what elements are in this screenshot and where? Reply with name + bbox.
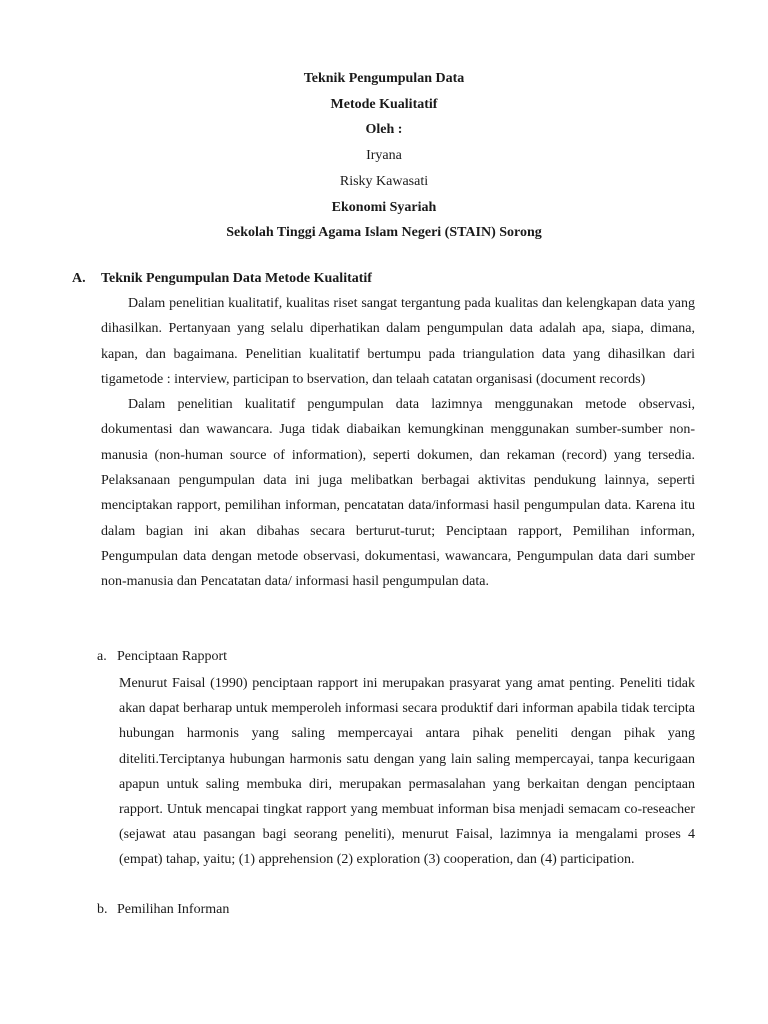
paragraph	[101, 392, 695, 594]
institution-name: Sekolah Tinggi Agama Islam Negeri (STAIN) Sorong	[226, 225, 542, 241]
paragraph: Menurut Faisal (1990) penciptaan rapport ini merupakan prasyarat yang amat penting. Peneliti tidak akan dapat berharap untuk memperoleh informasi secara produktif dari informan apabila tidak tercipta hubungan harmonis yang saling mempercayai antara pihak peneliti dengan pihak yang diteliti.Terciptanya hubungan harmonis satu dengan yang lain saling mempercayai, tanpa kecurigaan apapun untuk saling membuka diri, merupakan permasalahan yang berkaitan dengan penciptaan rapport. Untuk mencapai tingkat rapport yang membuat informan bisa menjadi semacam co-reseacher (sejawat atau pasangan bagi seorang peneliti), menurut Faisal, lazimnya ia mengalami proses 4 (empat) tahap, yaitu; (1) apprehension (2) exploration (3) cooperation, dan (4) participation.	[119, 676, 695, 868]
paragraph-text: Dalam penelitian kualitatif pengumpulan data lazimnya menggunakan metode observasi, dokumentasi dan wawancara. Juga tidak diabaikan kemungkinan menggunakan sumber-sumber non-manusia (non-human source of information), seperti dokumen, dan rekaman (record) yang tersedia. Pelaksanaan pengumpulan data ini juga melibatkan berbagai aktivitas pendukung lainnya, seperti menciptakan rapport, pemilihan informan, pencatatan data/informasi hasil pengumpulan data. Karena itu dalam bagian ini akan dibahas secara berturut-turut; Penciptaan rapport, Pemilihan informan, Pengumpulan data dengan metode observasi, dokumentasi, wawancara, Pengumpulan data dari sumber non-manusia dan Pencatatan data/ informasi hasil pengumpulan data.	[101, 397, 695, 590]
subsection-b-heading	[97, 899, 229, 921]
document-subtitle: Metode Kualitatif	[330, 96, 438, 112]
subsection-a-body	[119, 671, 695, 873]
by-label: Oleh :	[365, 122, 403, 138]
document-title: Teknik Pengumpulan Data	[303, 71, 465, 86]
subsection-number: b.	[97, 902, 108, 917]
section-a-body	[101, 291, 695, 595]
subsection-a-heading	[97, 646, 227, 668]
author-name: Iryana	[366, 148, 402, 164]
study-program: Ekonomi Syariah	[331, 199, 437, 215]
section-a-heading	[72, 268, 372, 290]
subsection-number: a.	[97, 649, 107, 664]
author-name: Risky Kawasati	[339, 173, 429, 189]
paragraph	[101, 291, 695, 392]
section-number: A.	[72, 271, 86, 286]
title-block	[0, 66, 768, 246]
paragraph-text: Dalam penelitian kualitatif, kualitas riset sangat tergantung pada kualitas dan kelengkapan data yang dihasilkan. Pertanyaan yang selalu diperhatikan dalam pengumpulan data adalah apa, siapa, dimana, kapan, dan bagaimana. Penelitian kualitatif bertumpu pada triangulation data yang dihasilkan dari tigametode : interview, participan to bservation, dan telaah catatan organisasi (document records)	[101, 296, 695, 387]
section-title: Teknik Pengumpulan Data Metode Kualitatif	[101, 271, 372, 286]
subsection-title: Pemilihan Informan	[117, 902, 230, 917]
subsection-title: Penciptaan Rapport	[117, 649, 228, 664]
